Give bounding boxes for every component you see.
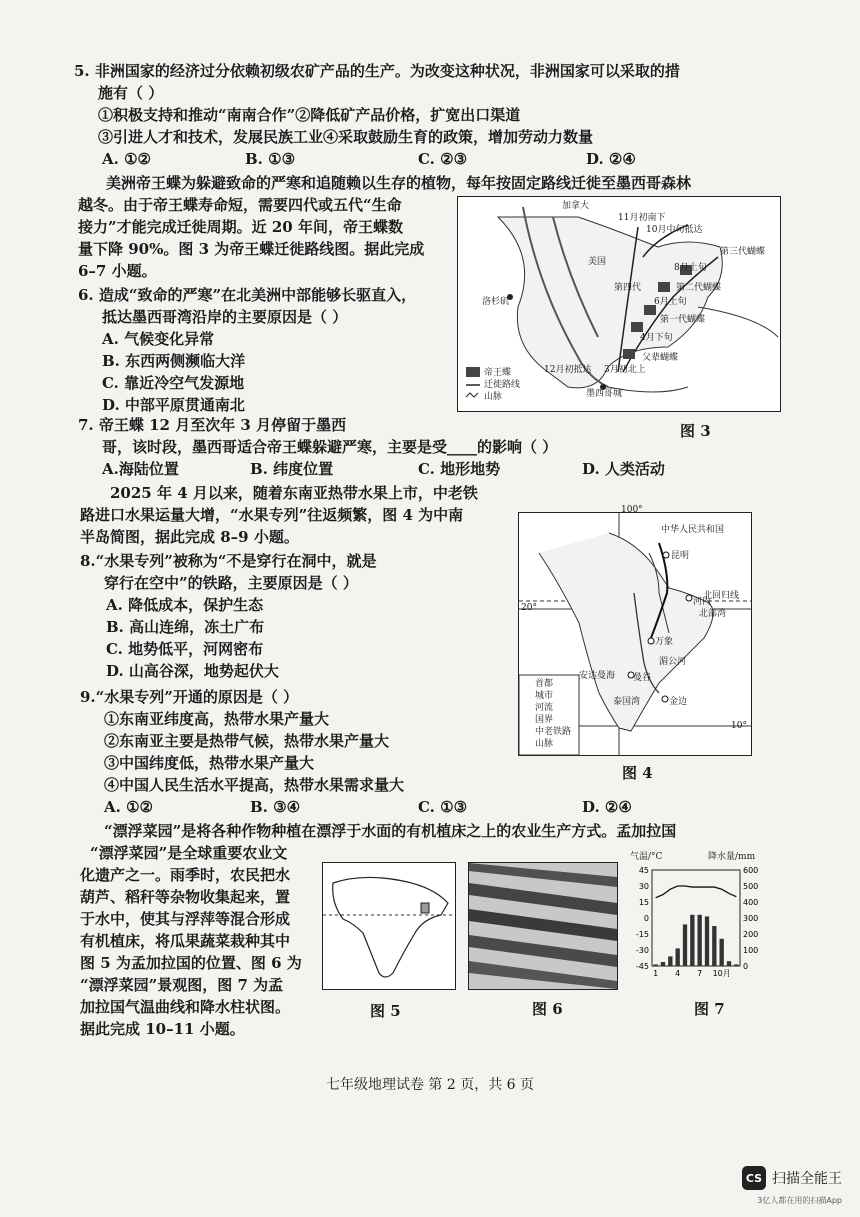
fig3-label-nov-south: 11月初南下 [618,213,666,223]
intro1011-line1: “漂浮菜园”是将各种作物种植在漂浮于水面的有机植床之上的农业生产方式。孟加拉国 [104,822,677,840]
q7-stem-line1: 7. 帝王蝶 12 月至次年 3 月停留于墨西 [78,416,347,434]
fig4-legend-capital: 首都 [535,679,554,689]
fig7-left-axis-label: 气温/°C [630,852,663,862]
q5-options-line2: ③引进人才和技术，发展民族工业④采取鼓励生育的政策，增加劳动力数量 [98,128,594,146]
fig4-label-lat20: 20° [521,603,537,613]
fig4-label-china: 中华人民共和国 [661,525,725,535]
q6-choice-d: D. 中部平原贯通南北 [102,396,245,414]
brand-name: 扫描全能王 [772,1171,842,1187]
right-axis-tick-label: 400 [743,898,759,907]
scanner-brand [742,1166,842,1190]
fig4-label-phnom-penh: 金边 [669,697,688,707]
floating-garden-image [469,863,617,989]
q9-option-2: ②东南亚主要是热带气候，热带水果产量大 [104,732,390,750]
fig5-caption: 图 5 [370,1002,401,1020]
q5-options-line1: ①积极支持和推动“南南合作”②降低矿产品价格，扩宽出口渠道 [98,106,521,124]
intro1011-line2: “漂浮菜园”是全球重要农业文 [90,844,288,862]
intro1011-line5: 于水中，使其与浮萍等混合形成 [80,910,291,928]
fig3-label-fourth-gen: 第四代 [614,283,642,293]
q9-choice-b: B. ③④ [250,798,301,816]
fig3-label-mexico-city: 墨西哥城 [586,389,623,399]
right-axis-tick-label: 500 [743,882,759,891]
precipitation-bar [734,964,738,966]
q9-option-1: ①东南亚纬度高，热带水果产量大 [104,710,330,728]
q5-stem-line1: 5. 非洲国家的经济过分依赖初级农矿产品的生产。为改变这种状况，非洲国家可以采取的措 [74,62,680,80]
right-axis-tick-label: 300 [743,914,759,923]
intro1011-line3: 化遗产之一。雨季时，农民把水 [80,866,291,884]
q8-stem-line2: 穿行在空中”的铁路，主要原因是（ ） [104,574,358,592]
q9-option-4: ④中国人民生活水平提高，热带水果需求量大 [104,776,405,794]
south-asia-map [323,863,455,989]
climate-chart-svg [628,866,772,990]
fig3-label-los-angeles: 洛杉矶 [482,297,510,307]
intro67-line5: 6–7 小题。 [78,262,157,280]
fig3-legend-route: 迁徙路线 [484,380,521,390]
fig4-label-tropic: 北回归线 [703,591,740,601]
indochina-map [519,513,751,755]
fig4-label-mekong: 湄公河 [659,657,687,667]
intro67-line2: 越冬。由于帝王蝶寿命短，需要四代或五代“生命 [78,196,402,214]
q7-choice-c: C. 地形地势 [418,460,501,478]
q7-choice-b: B. 纬度位置 [250,460,334,478]
precipitation-bar [683,924,687,966]
intro1011-line7: 图 5 为孟加拉国的位置、图 6 为 [80,954,302,972]
intro89-line2: 路进口水果运量大增，“水果专列”往返频繁，图 4 为中南 [80,506,464,524]
precipitation-bar [705,916,709,966]
fig4-legend-city: 城市 [535,691,554,701]
fig3-label-jun-up: 6月上旬 [654,297,687,307]
q8-stem-line1: 8.“水果专列”被称为“不是穿行在洞中，就是 [80,552,377,570]
q8-choice-d: D. 山高谷深，地势起伏大 [106,662,279,680]
q6-choice-a: A. 气候变化异常 [102,330,215,348]
fig3-caption: 图 3 [680,422,711,440]
fig6-caption: 图 6 [532,1000,563,1018]
fig7-right-axis-label: 降水量/mm [708,852,756,862]
fig4-legend-railway: 中老铁路 [535,727,572,737]
q6-choice-b: B. 东西两侧濒临大洋 [102,352,246,370]
q6-stem-line1: 6. 造成“致命的严寒”在北美洲中部能够长驱直入， [78,286,417,304]
precipitation-bar [661,962,665,966]
right-axis-tick-label: 100 [743,946,759,955]
fig3-label-aug-up: 8月上旬 [674,263,707,273]
q9-choice-a: A. ①② [104,798,153,816]
intro67-line3: 接力”才能完成迁徙周期。近 20 年间，帝王蝶数 [78,218,403,236]
q6-stem-line2: 抵达墨西哥湾沿岸的主要原因是（ ） [102,308,348,326]
intro1011-line10: 据此完成 10–11 小题。 [80,1020,245,1038]
fig3-label-second-gen: 第二代蝴蝶 [676,283,722,293]
figure-7-climate-chart [628,852,772,996]
q6-choice-c: C. 靠近冷空气发源地 [102,374,245,392]
fig3-label-parent-gen: 父辈蝴蝶 [642,353,679,363]
fig3-label-dec-arrive: 12月初抵达 [544,365,592,375]
precipitation-bar [698,915,702,966]
figure-5-bangladesh-location [322,862,456,990]
fig3-label-third-gen: 第三代蝴蝶 [720,247,766,257]
x-axis-tick-label: 1 [653,969,659,978]
q8-choice-b: B. 高山连绵，冻土广布 [106,618,265,636]
fig3-label-oct-mid: 10月中旬抵达 [646,225,703,235]
intro89-line1: 2025 年 4 月以来，随着东南亚热带水果上市，中老铁 [110,484,478,502]
fig4-label-andaman: 安达曼海 [579,671,616,681]
right-axis-tick-label: 0 [743,962,749,971]
fig4-label-beibu: 北部湾 [699,609,727,619]
intro67-line1: 美洲帝王蝶为躲避致命的严寒和追随赖以生存的植物，每年按固定路线迁徙至墨西哥森林 [106,174,692,192]
fig3-label-canada: 加拿大 [562,201,590,211]
precipitation-bar [712,926,716,966]
fig4-label-bangkok: 曼谷 [633,673,652,683]
intro1011-line8: “漂浮菜园”景观图，图 7 为孟 [80,976,284,994]
fig4-label-siam-gulf: 泰国湾 [613,697,641,707]
q5-stem-line2: 施有（ ） [98,84,164,102]
q5-choice-c: C. ②③ [418,150,468,168]
fig3-legend-monarch: 帝王蝶 [484,368,512,378]
precipitation-bar [720,939,724,966]
precipitation-bar [654,964,658,966]
x-axis-tick-label: 7 [697,969,703,978]
left-axis-tick-label: -45 [635,962,649,971]
fig3-label-usa: 美国 [588,257,607,267]
brand-slogan: 3亿人都在用的扫描App [757,1196,842,1205]
left-axis-tick-label: 0 [643,914,649,923]
fig4-legend-mountain: 山脉 [535,739,554,749]
figure-4-indochina-map [518,505,752,756]
q8-choice-a: A. 降低成本，保护生态 [106,596,264,614]
left-axis-tick-label: -30 [635,946,649,955]
right-axis-tick-label: 600 [743,866,759,875]
fig3-label-mar-north: 3月初北上 [604,365,646,375]
fig3-legend-mountain: 山脉 [484,392,503,402]
figure-6-floating-garden-photo [468,862,618,990]
right-axis-tick-label: 200 [743,930,759,939]
intro1011-line9: 加拉国气温曲线和降水柱状图。 [80,998,291,1016]
temperature-line [656,886,737,898]
fig4-legend-river: 河流 [535,703,554,713]
q9-choice-d: D. ②④ [582,798,632,816]
fig3-label-apr-down: 4月下旬 [640,333,673,343]
precipitation-bar [676,948,680,966]
q8-choice-c: C. 地势低平，河网密布 [106,640,264,658]
fig4-caption: 图 4 [622,764,653,782]
fig4-legend-border: 国界 [535,715,554,725]
precipitation-bar [727,961,731,966]
figure-3-monarch-map [457,196,781,412]
x-axis-tick-label: 10月 [712,969,731,978]
x-axis-tick-label: 4 [675,969,681,978]
left-axis-tick-label: 15 [638,898,649,907]
fig7-caption: 图 7 [694,1000,725,1018]
plot-frame [652,870,740,966]
q9-choice-c: C. ①③ [418,798,468,816]
intro1011-line4: 葫芦、稻秆等杂物收集起来，置 [80,888,291,906]
q9-stem: 9.“水果专列”开通的原因是（ ） [80,688,299,706]
fig4-label-hanoi: 河内 [693,597,712,607]
intro1011-line6: 有机植床，将瓜果蔬菜栽种其中 [80,932,291,950]
intro89-line3: 半岛简图，据此完成 8–9 小题。 [80,528,299,546]
q9-option-3: ③中国纬度低，热带水果产量大 [104,754,315,772]
q5-choice-a: A. ①② [102,150,151,168]
precipitation-bar [668,956,672,966]
q5-choice-b: B. ①③ [245,150,296,168]
fig4-label-lat10: 10° [731,721,747,731]
q7-choice-d: D. 人类活动 [582,460,665,478]
fig4-label-kunming: 昆明 [671,551,690,561]
q7-stem-line2: 哥，该时段，墨西哥适合帝王蝶躲避严寒，主要是受____的影响（ ） [102,438,558,456]
fig3-label-first-gen: 第一代蝴蝶 [660,315,706,325]
fig4-label-lon100: 100° [621,505,643,515]
left-axis-tick-label: 45 [638,866,649,875]
left-axis-tick-label: 30 [638,882,649,891]
brand-logo-icon: CS [742,1166,766,1190]
q7-choice-a: A.海陆位置 [102,460,179,478]
page-footer: 七年级地理试卷 第 2 页，共 6 页 [325,1077,535,1093]
fig4-label-vientiane: 万象 [655,637,674,647]
left-axis-tick-label: -15 [635,930,649,939]
precipitation-bar [690,915,694,966]
intro67-line4: 量下降 90%。图 3 为帝王蝶迁徙路线图。据此完成 [78,240,425,258]
q5-choice-d: D. ②④ [586,150,636,168]
